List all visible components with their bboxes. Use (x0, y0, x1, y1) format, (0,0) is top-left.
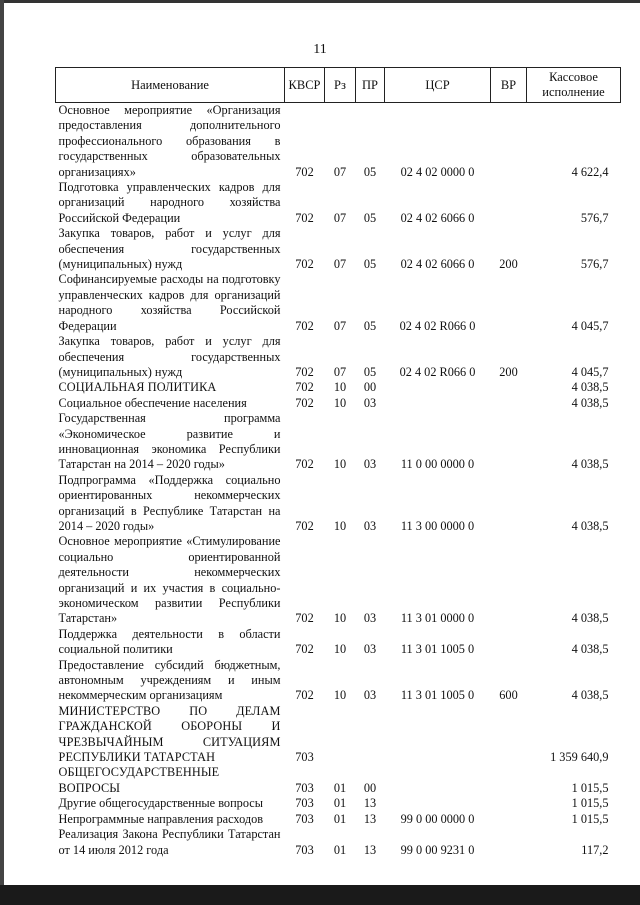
cell-csr: 02 4 02 0000 0 (400, 164, 475, 179)
cell-pr: 13 (363, 811, 377, 826)
cell-sum: 1 359 640,9 (550, 750, 609, 765)
table-row (56, 827, 621, 858)
cell-csr: 11 0 00 0000 0 (400, 457, 475, 472)
cell-sum: 1 015,5 (571, 780, 609, 795)
cell-pr: 03 (363, 611, 377, 626)
cell-csr: 11 3 01 1005 0 (400, 688, 475, 703)
cell-sum: 4 038,5 (571, 395, 609, 410)
cell-kvsr: 702 (295, 518, 314, 533)
cell-kvsr: 703 (295, 780, 314, 795)
cell-kvsr: 703 (295, 842, 314, 857)
cell-vr: 600 (499, 688, 518, 703)
header-name: Наименование (56, 68, 285, 103)
cell-name: Социальное обеспечение населения (58, 395, 247, 410)
cell-sum: 4 038,5 (571, 688, 609, 703)
cell-vr (491, 812, 527, 827)
cell-name: Непрограммные направления расходов (58, 811, 264, 826)
cell-vr (491, 180, 527, 226)
table-row (56, 396, 621, 411)
cell-name: Закупка товаров, работ и услуг для обеспечения государственных (муниципальных) нужд (58, 226, 281, 272)
cell-csr: 11 3 01 1005 0 (400, 642, 475, 657)
table-row (56, 627, 621, 658)
cell-rz: 10 (333, 395, 347, 410)
table-row (56, 796, 621, 811)
table-row (56, 765, 621, 796)
table-row (56, 226, 621, 272)
cell-vr: 200 (499, 364, 518, 379)
cell-name: Государственная программа «Экономическое развитие и инновационная экономика Республики Татарстан на 2014 – 2020 годы» (58, 411, 281, 472)
cell-name: СОЦИАЛЬНАЯ ПОЛИТИКА (58, 380, 217, 395)
cell-sum: 4 045,7 (571, 364, 609, 379)
table-row (56, 334, 621, 380)
cell-csr: 99 0 00 0000 0 (400, 811, 475, 826)
cell-name: Другие общегосударственные вопросы (58, 796, 263, 811)
cell-rz: 07 (333, 164, 347, 179)
table-row (56, 180, 621, 226)
cell-name: Софинансируемые расходы на подготовку управленческих кадров для организаций народного хозяйства Российской Федерации (58, 272, 281, 333)
cell-name: Основное мероприятие «Организация предоставления дополнительного профессионального образования в государственных образовательных организациях» (58, 103, 281, 179)
cell-name: Подготовка управленческих кадров для организаций народного хозяйства Российской Федерации (58, 180, 281, 225)
cell-sum: 4 045,7 (571, 318, 609, 333)
cell-csr (385, 396, 491, 411)
cell-name: Поддержка деятельности в области социальной политики (58, 626, 281, 657)
cell-rz: 01 (333, 796, 347, 811)
table-row (56, 103, 621, 181)
cell-kvsr: 702 (295, 257, 314, 272)
cell-sum: 4 038,5 (571, 380, 609, 395)
cell-kvsr: 702 (295, 210, 314, 225)
cell-pr: 03 (363, 395, 377, 410)
cell-pr: 13 (363, 796, 377, 811)
scan-edge-top (0, 0, 640, 3)
cell-pr: 05 (363, 318, 377, 333)
cell-sum: 117,2 (581, 842, 609, 857)
cell-kvsr: 702 (295, 395, 314, 410)
cell-kvsr: 703 (295, 811, 314, 826)
cell-name: Предоставление субсидий бюджетным, автономным учреждениям и иным некоммерческим организациям (58, 657, 281, 703)
cell-sum: 1 015,5 (571, 811, 609, 826)
cell-vr (491, 411, 527, 473)
cell-csr: 02 4 02 6066 0 (400, 210, 475, 225)
cell-name: Подпрограмма «Поддержка социально ориентированных некоммерческих организаций в Республике Татарстан на 2014 – 2020 годы» (58, 472, 281, 533)
cell-kvsr: 702 (295, 611, 314, 626)
cell-sum: 576,7 (580, 257, 609, 272)
cell-pr: 05 (363, 210, 377, 225)
table-row (56, 473, 621, 535)
table-row (56, 272, 621, 334)
table-row (56, 658, 621, 704)
cell-csr: 02 4 02 R066 0 (399, 364, 476, 379)
cell-csr: 11 3 01 0000 0 (400, 611, 475, 626)
header-sum: Кассовое исполнение (527, 68, 621, 103)
page-number: 11 (313, 42, 327, 57)
cell-vr (491, 704, 527, 766)
cell-vr (491, 534, 527, 626)
cell-name: Основное мероприятие «Стимулирование социально ориентированной деятельности некоммерческих организаций и их участия в социально-экономическом развитии Республики Татарстан» (58, 534, 281, 626)
cell-vr (491, 272, 527, 334)
cell-pr: 05 (363, 364, 377, 379)
scan-edge-left (0, 0, 4, 905)
cell-vr: 200 (499, 257, 518, 272)
cell-pr: 05 (363, 164, 377, 179)
cell-name: ОБЩЕГОСУДАРСТВЕННЫЕ ВОПРОСЫ (58, 765, 220, 795)
header-vr: ВР (491, 68, 527, 103)
cell-rz: 01 (333, 842, 347, 857)
cell-kvsr: 702 (295, 688, 314, 703)
cell-pr: 05 (363, 257, 377, 272)
cell-vr (491, 765, 527, 796)
cell-vr (491, 627, 527, 658)
cell-vr (491, 103, 527, 181)
cell-pr (356, 704, 385, 766)
cell-pr: 00 (363, 780, 377, 795)
cell-sum: 4 622,4 (571, 164, 609, 179)
budget-table (55, 67, 621, 858)
cell-sum: 1 015,5 (571, 796, 609, 811)
cell-rz: 10 (333, 611, 347, 626)
cell-vr (491, 796, 527, 811)
table-row (56, 812, 621, 827)
cell-csr: 11 3 00 0000 0 (400, 518, 475, 533)
cell-csr (385, 380, 491, 395)
header-csr: ЦСР (385, 68, 491, 103)
cell-csr (385, 704, 491, 766)
scan-edge-bottom (0, 885, 640, 905)
cell-name: Реализация Закона Республики Татарстан от 14 июля 2012 года (58, 827, 281, 857)
table-row (56, 411, 621, 473)
cell-kvsr: 702 (295, 318, 314, 333)
cell-kvsr: 702 (295, 457, 314, 472)
table-row (56, 704, 621, 766)
cell-rz: 10 (333, 688, 347, 703)
cell-csr: 02 4 02 6066 0 (400, 257, 475, 272)
cell-kvsr: 702 (295, 380, 314, 395)
cell-kvsr: 703 (295, 750, 314, 765)
cell-sum: 4 038,5 (571, 642, 609, 657)
header-kvsr: КВСР (285, 68, 325, 103)
header-rz: Рз (325, 68, 356, 103)
header-pr: ПР (356, 68, 385, 103)
cell-csr: 02 4 02 R066 0 (399, 318, 476, 333)
cell-rz: 07 (333, 364, 347, 379)
cell-rz: 07 (333, 257, 347, 272)
cell-csr (385, 796, 491, 811)
cell-kvsr: 702 (295, 364, 314, 379)
cell-pr: 03 (363, 688, 377, 703)
cell-kvsr: 702 (295, 642, 314, 657)
cell-pr: 03 (363, 518, 377, 533)
cell-rz: 10 (333, 642, 347, 657)
cell-rz: 10 (333, 518, 347, 533)
cell-vr (491, 380, 527, 395)
cell-name: Закупка товаров, работ и услуг для обеспечения государственных (муниципальных) нужд (58, 334, 281, 379)
cell-sum: 576,7 (580, 210, 609, 225)
table-header-row (56, 68, 621, 103)
cell-kvsr: 703 (295, 796, 314, 811)
cell-name: МИНИСТЕРСТВО ПО ДЕЛАМ ГРАЖДАНСКОЙ ОБОРОНЫ И ЧРЕЗВЫЧАЙНЫМ СИТУАЦИЯМ РЕСПУБЛИКИ ТАТАРСТАН (58, 703, 281, 765)
cell-csr: 99 0 00 9231 0 (400, 842, 475, 857)
cell-rz: 07 (333, 318, 347, 333)
table-row (56, 534, 621, 626)
cell-pr: 03 (363, 457, 377, 472)
table-row (56, 380, 621, 395)
cell-kvsr: 702 (295, 164, 314, 179)
cell-rz: 01 (333, 780, 347, 795)
cell-sum: 4 038,5 (571, 611, 609, 626)
cell-sum: 4 038,5 (571, 457, 609, 472)
cell-vr (491, 473, 527, 535)
cell-vr (491, 827, 527, 858)
cell-rz: 07 (333, 210, 347, 225)
table-body (56, 103, 621, 858)
cell-sum: 4 038,5 (571, 518, 609, 533)
cell-pr: 13 (363, 842, 377, 857)
cell-rz (325, 704, 356, 766)
cell-rz: 10 (333, 457, 347, 472)
cell-rz: 01 (333, 811, 347, 826)
cell-vr (491, 396, 527, 411)
cell-rz: 10 (333, 380, 347, 395)
cell-pr: 00 (363, 380, 377, 395)
cell-csr (385, 765, 491, 796)
cell-pr: 03 (363, 642, 377, 657)
